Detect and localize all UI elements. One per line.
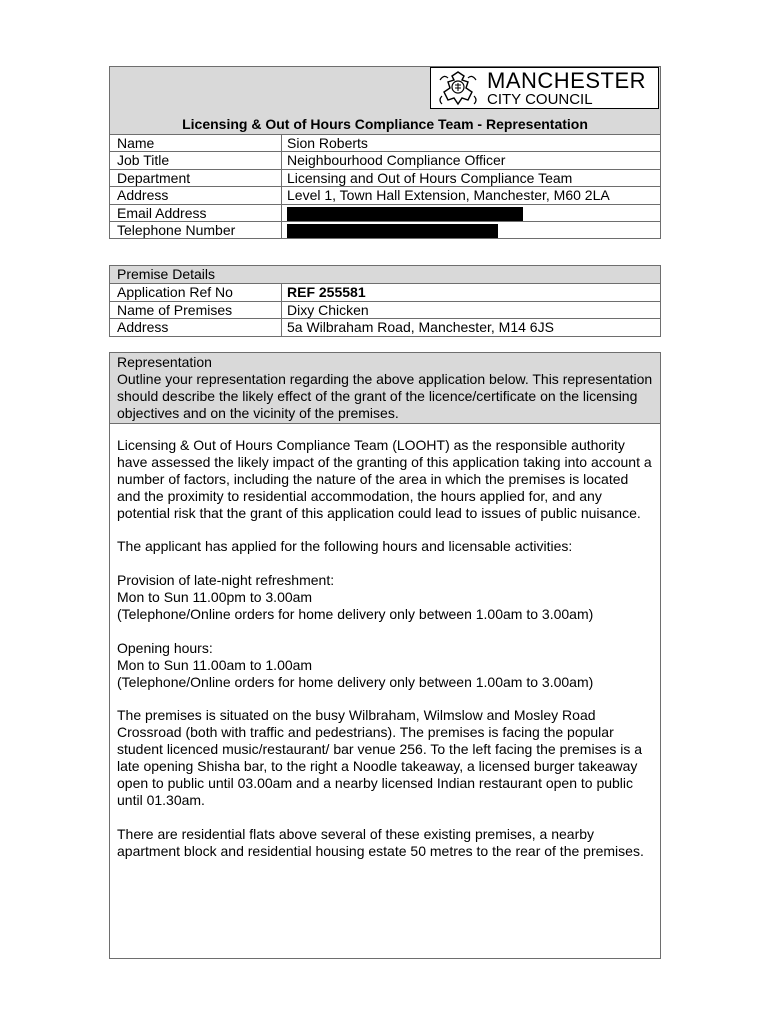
premise-row-name (110, 301, 660, 318)
premise-row-ref (110, 283, 660, 300)
officer-row-email (110, 204, 660, 221)
row-label: Address (110, 319, 282, 335)
paragraph-line: (Telephone/Online orders for home delivery only between 1.00am to 3.00am) (117, 606, 594, 623)
row-label: Application Ref No (110, 284, 282, 300)
paragraph-line: Provision of late-night refreshment: (117, 572, 335, 589)
row-value: Level 1, Town Hall Extension, Manchester, M60 2LA (287, 187, 610, 204)
row-label: Email Address (110, 205, 282, 221)
application-ref-value: REF 255581 (287, 284, 366, 301)
row-label: Telephone Number (110, 222, 282, 238)
logo-subtitle: CITY COUNCIL (487, 91, 593, 108)
coat-of-arms-icon (434, 70, 482, 106)
premise-heading: Premise Details (117, 266, 216, 282)
officer-details-table (109, 66, 661, 239)
paragraph-line: The premises is situated on the busy Wilbraham, Wilmslow and Mosley Road Crossroad (both with traffic and pedestrians). The premises is facing the popular student licenced music/restaurant/ bar venue 256. To the left facing the premises is a late opening Shisha bar, to the right a Noodle takeaway, a licensed burger takeaway open to public until 03.00am and a nearby licensed Indian restaurant open to public until 01.30am. (117, 707, 643, 808)
paragraph-line: (Telephone/Online orders for home delivery only between 1.00am to 3.00am) (117, 673, 594, 690)
row-value: Licensing and Out of Hours Compliance Team (287, 169, 573, 186)
officer-row-department (110, 169, 660, 186)
premise-heading-row (110, 266, 660, 283)
representation-paragraph (117, 437, 653, 522)
officer-row-telephone (110, 221, 660, 238)
form-title: Licensing & Out of Hours Compliance Team - Representation (182, 116, 588, 132)
representation-paragraph (117, 640, 653, 691)
row-label: Department (110, 170, 282, 186)
paragraph-line: There are residential flats above several of these existing premises, a nearby apartment block and residential housing estate 50 metres to the rear of the premises. (117, 825, 644, 859)
paragraph-line: The applicant has applied for the following hours and licensable activities: (117, 538, 573, 555)
paragraph-line: Licensing & Out of Hours Compliance Team (LOOHT) as the responsible authority have assessed the likely impact of the granting of this application taking into account a number of factors, including the nature of the area in which the premises is located and the proximity to residential accommodation, the hours applied for, and any potential risk that the grant of this application could lead to issues of public nuisance. (117, 437, 652, 521)
row-value: Sion Roberts (287, 135, 368, 151)
row-label: Name of Premises (110, 302, 282, 318)
representation-header (110, 353, 660, 424)
row-value: 5a Wilbraham Road, Manchester, M14 6JS (287, 319, 554, 336)
row-label: Address (110, 187, 282, 203)
paragraph-line: Mon to Sun 11.00pm to 3.00am (117, 589, 313, 606)
paragraph-line: Mon to Sun 11.00am to 1.00am (117, 656, 313, 673)
officer-row-job-title (110, 151, 660, 168)
representation-heading: Representation (117, 354, 212, 370)
representation-paragraph (117, 572, 653, 623)
telephone-value (282, 222, 660, 238)
email-value (282, 205, 660, 221)
officer-row-address (110, 186, 660, 203)
representation-paragraph (117, 538, 653, 555)
premise-row-address (110, 318, 660, 335)
representation-table (109, 352, 661, 959)
representation-paragraph (117, 826, 653, 860)
logo-title: MANCHESTER (487, 68, 647, 93)
redaction-bar (287, 207, 523, 221)
representation-paragraph (117, 707, 653, 808)
council-logo (430, 67, 659, 109)
premise-details-table (109, 265, 661, 337)
officer-row-name (110, 134, 660, 151)
row-value: Dixy Chicken (287, 301, 369, 318)
form-header (110, 67, 660, 134)
representation-body (110, 424, 660, 860)
paragraph-line: Opening hours: (117, 639, 213, 656)
row-value: Neighbourhood Compliance Officer (287, 152, 506, 169)
redaction-bar (287, 224, 498, 238)
row-label: Name (110, 135, 282, 151)
representation-instructions: Outline your representation regarding the above application below. This representation should describe the likely effect of the grant of the licence/certificate on the licensing objectives and on the vicinity of the premises. (117, 371, 653, 421)
row-label: Job Title (110, 152, 282, 168)
